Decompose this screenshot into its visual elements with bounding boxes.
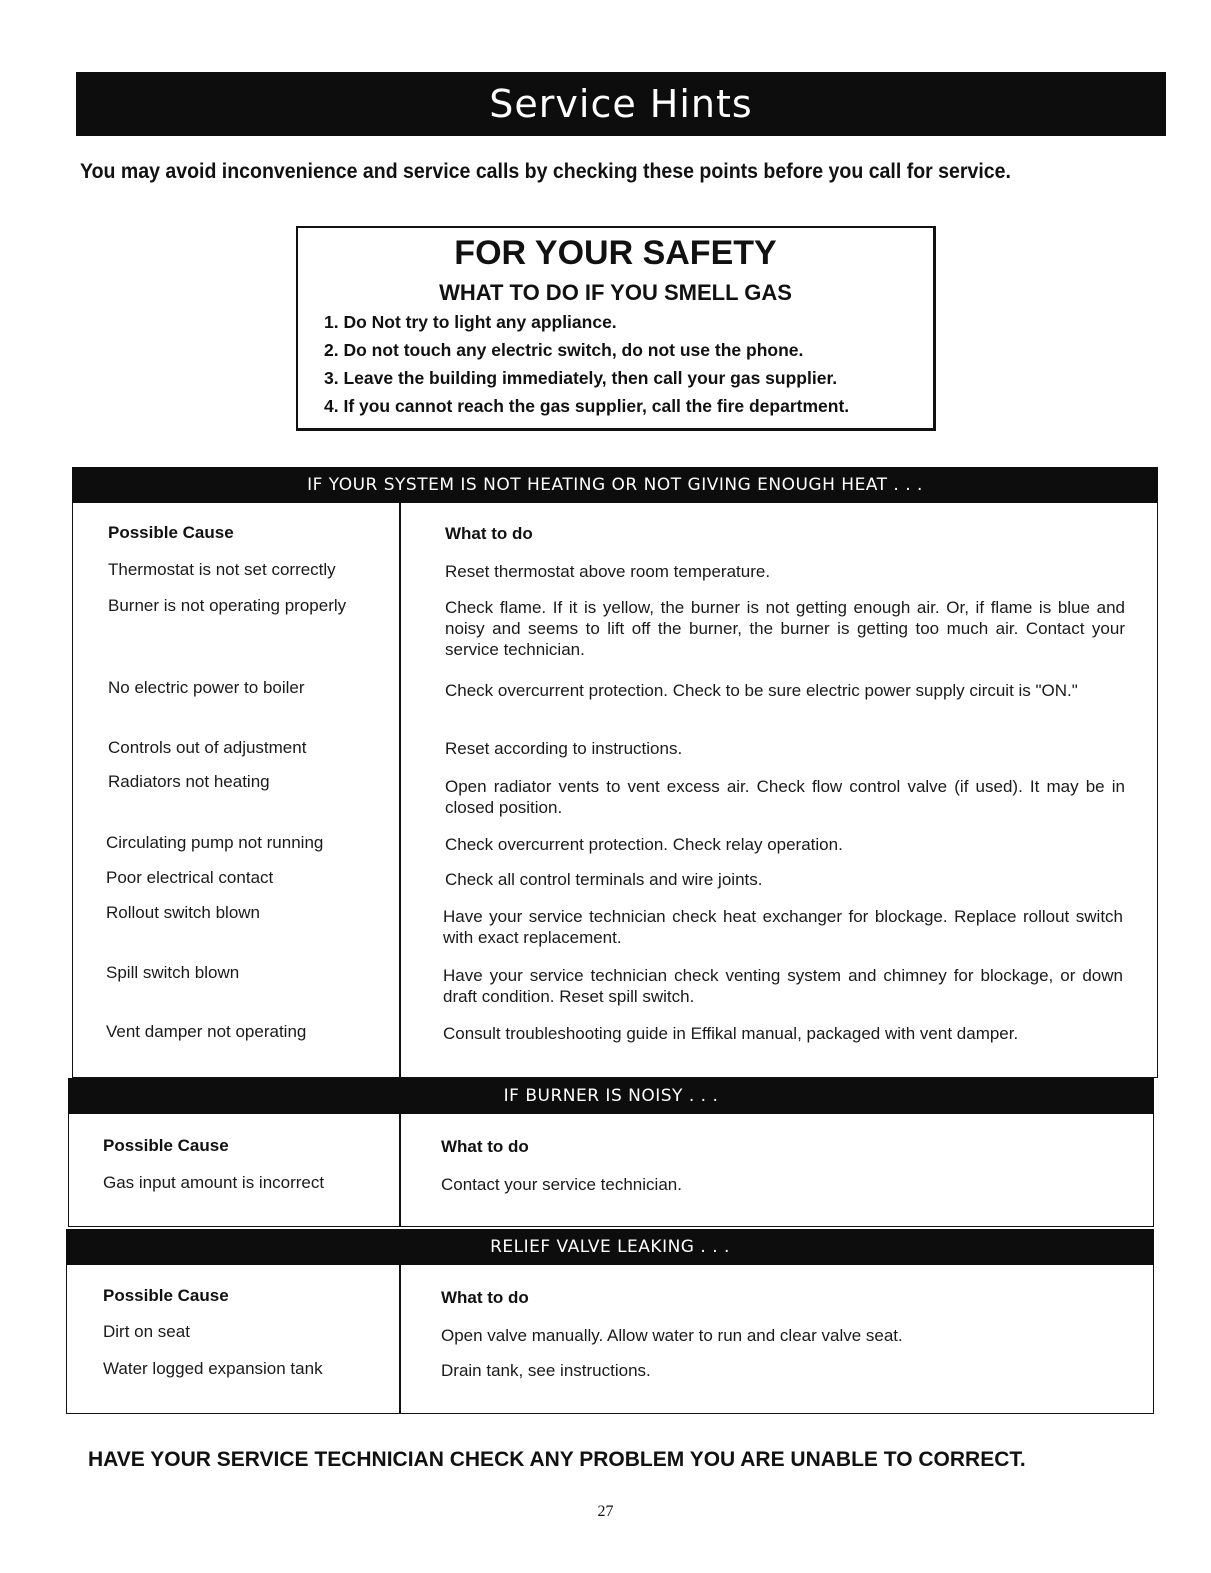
column-divider	[399, 1114, 401, 1226]
cause-cell: Burner is not operating properly	[108, 596, 347, 615]
cause-cell: Rollout switch blown	[106, 903, 261, 922]
col-head-action: What to do	[441, 1137, 529, 1156]
cause-cell: No electric power to boiler	[108, 678, 305, 697]
action-cell: Check overcurrent protection. Check relay operation.	[445, 835, 843, 854]
action-cell: Drain tank, see instructions.	[441, 1361, 651, 1380]
cause-cell: Thermostat is not set correctly	[108, 560, 336, 579]
page-number: 27	[597, 1503, 614, 1520]
action-cell: Have your service technician check heat exchanger for blockage. Replace rollout switch with exact replacement.	[443, 907, 1123, 947]
action-cell: Check all control terminals and wire joints.	[445, 870, 763, 889]
section-heading-not-heating: IF YOUR SYSTEM IS NOT HEATING OR NOT GIVING ENOUGH HEAT . . .	[72, 467, 1158, 503]
action-cell: Reset according to instructions.	[445, 739, 683, 758]
safety-box	[296, 226, 936, 431]
cause-cell: Spill switch blown	[106, 963, 240, 982]
col-head-cause: Possible Cause	[103, 1286, 229, 1305]
cause-cell: Dirt on seat	[103, 1322, 190, 1341]
col-head-action: What to do	[441, 1288, 529, 1307]
section-heading-burner-noisy: IF BURNER IS NOISY . . .	[68, 1078, 1154, 1114]
action-cell: Check overcurrent protection. Check to be sure electric power supply circuit is "ON."	[445, 681, 1078, 700]
column-divider	[399, 1265, 401, 1413]
column-divider	[399, 503, 401, 1077]
footer-note: HAVE YOUR SERVICE TECHNICIAN CHECK ANY PROBLEM YOU ARE UNABLE TO CORRECT.	[88, 1448, 1026, 1471]
cause-cell: Vent damper not operating	[106, 1022, 307, 1041]
col-head-cause: Possible Cause	[103, 1136, 229, 1155]
page-title: Service Hints	[76, 72, 1166, 136]
safety-list	[324, 308, 849, 420]
safety-subtitle: WHAT TO DO IF YOU SMELL GAS	[439, 280, 792, 305]
intro-text: You may avoid inconvenience and service calls by checking these points before you call for service.	[80, 160, 1011, 183]
section-table-burner-noisy	[68, 1114, 1154, 1227]
action-cell: Open valve manually. Allow water to run and clear valve seat.	[441, 1326, 903, 1345]
cause-cell: Controls out of adjustment	[108, 738, 307, 757]
cause-cell: Poor electrical contact	[106, 868, 274, 887]
action-cell: Have your service technician check venting system and chimney for blockage, or down draft condition. Reset spill switch.	[443, 966, 1123, 1006]
action-cell: Reset thermostat above room temperature.	[445, 562, 771, 581]
cause-cell: Radiators not heating	[108, 772, 270, 791]
action-cell: Contact your service technician.	[441, 1175, 682, 1194]
col-head-cause: Possible Cause	[108, 523, 234, 542]
action-cell: Check flame. If it is yellow, the burner is not getting enough air. Or, if flame is blue and noisy and seems to lift off the burner, the burner is getting too much air. Contact your service technician.	[445, 598, 1125, 659]
col-head-action: What to do	[445, 524, 533, 543]
safety-title: FOR YOUR SAFETY	[454, 234, 777, 272]
cause-cell: Circulating pump not running	[106, 833, 324, 852]
section-heading-relief-valve: RELIEF VALVE LEAKING . . .	[66, 1229, 1154, 1265]
safety-item: 3. Leave the building immediately, then call your gas supplier.	[324, 368, 838, 388]
action-cell: Consult troubleshooting guide in Effikal manual, packaged with vent damper.	[443, 1024, 1019, 1043]
safety-item: 4. If you cannot reach the gas supplier, call the fire department.	[324, 396, 850, 416]
cause-cell: Gas input amount is incorrect	[103, 1173, 325, 1192]
action-cell: Open radiator vents to vent excess air. Check flow control valve (if used). It may be in closed position.	[445, 777, 1125, 817]
safety-item: 1. Do Not try to light any appliance.	[324, 312, 617, 332]
safety-item: 2. Do not touch any electric switch, do not use the phone.	[324, 340, 804, 360]
cause-cell: Water logged expansion tank	[103, 1359, 323, 1378]
